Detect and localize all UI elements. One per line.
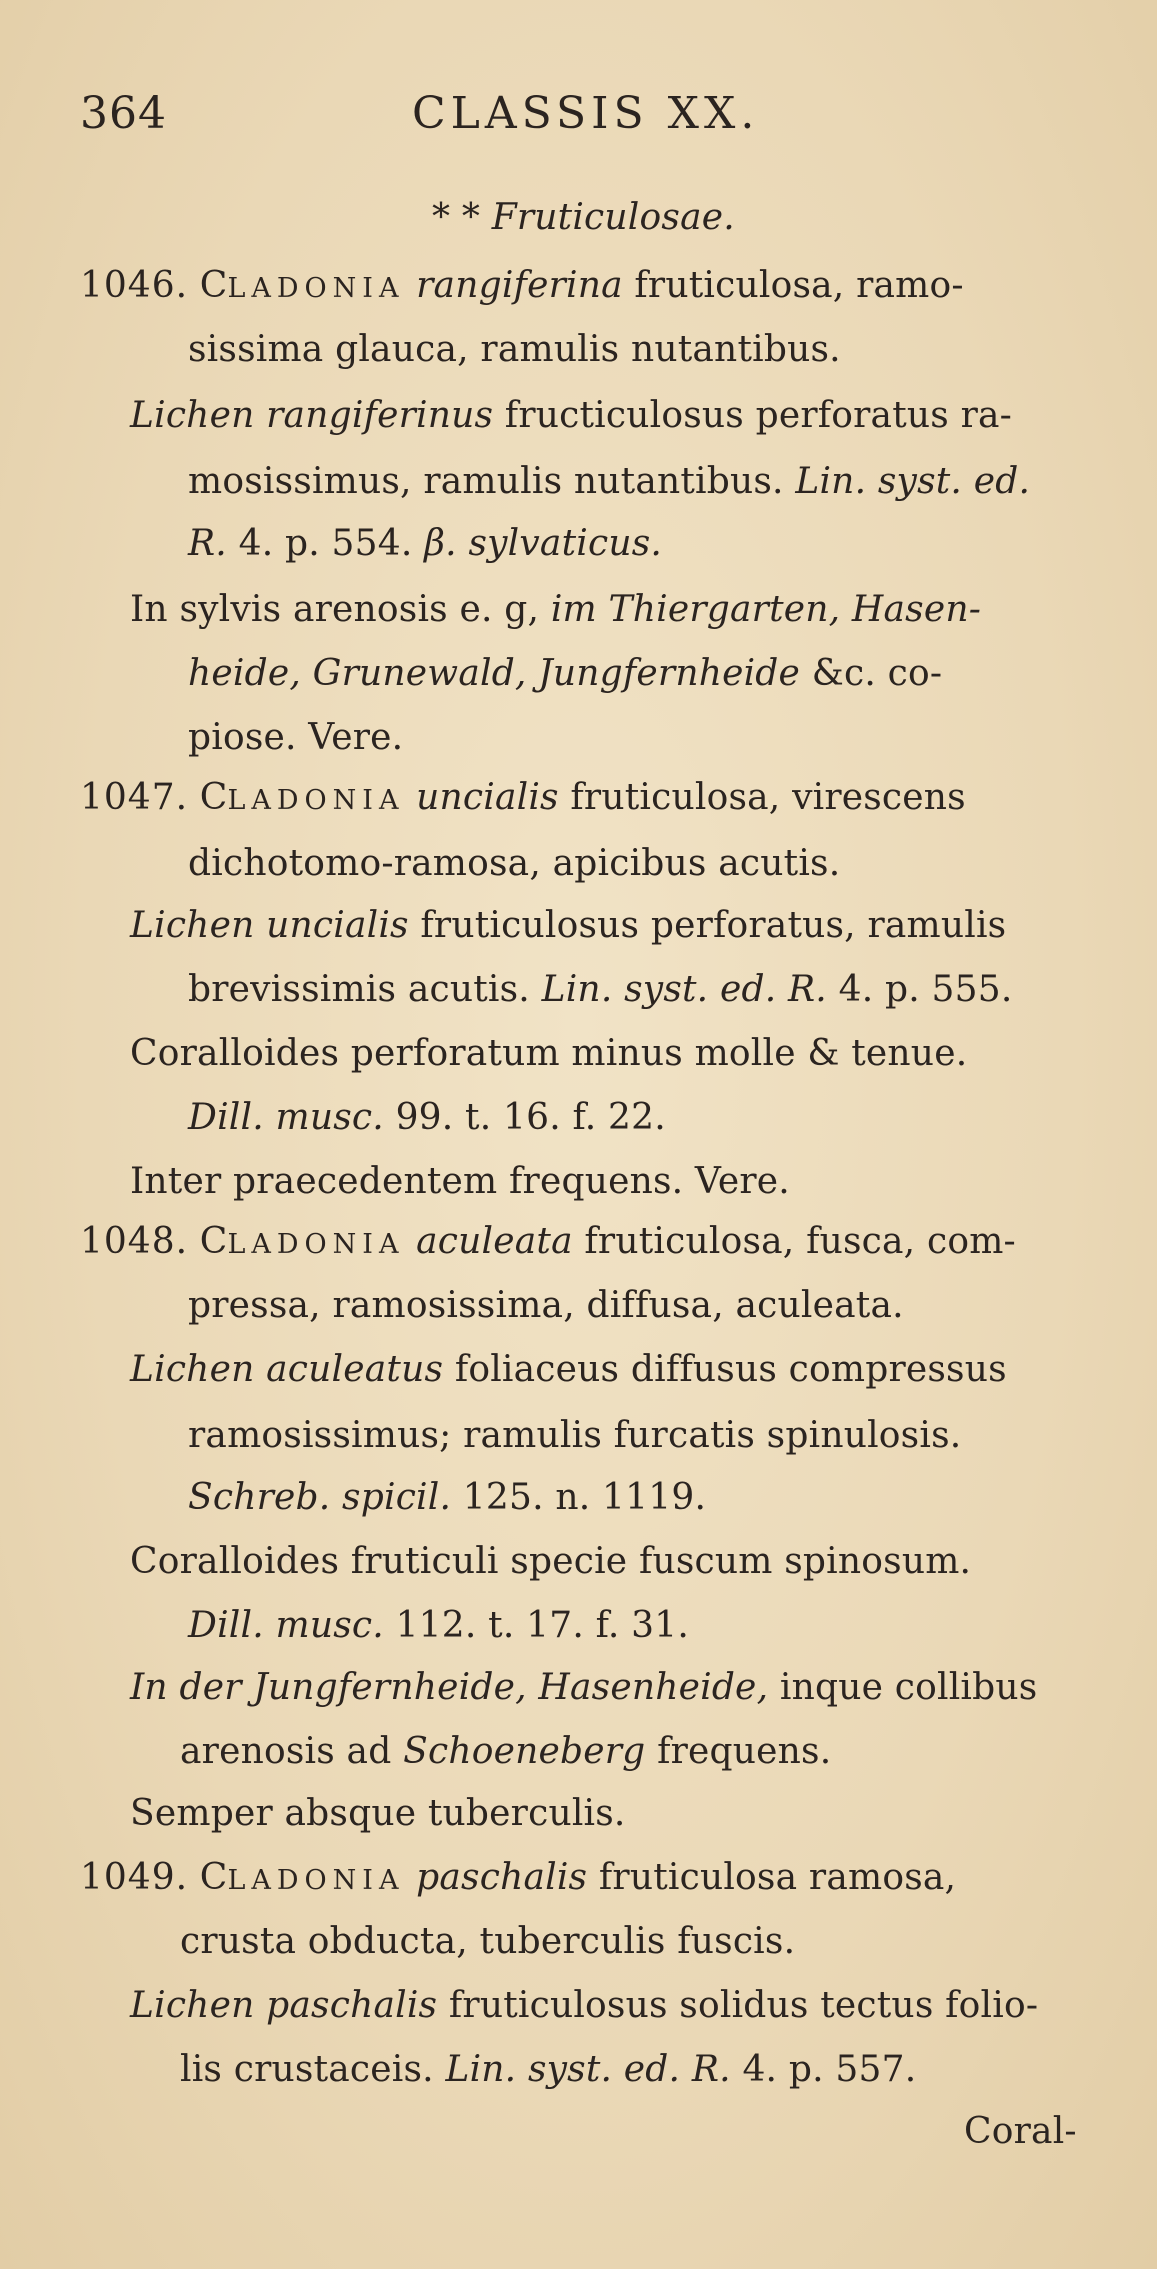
synonym-line: lis crustaceis. Lin. syst. ed. R. 4. p. 557. [180,2049,917,2090]
habitat-line: In sylvis arenosis e. g, im Thiergarten, Hasen- [130,589,982,630]
reference-line: Schreb. spicil. 125. n. 1119. [188,1477,707,1518]
species-name: aculeata [416,1221,573,1262]
entry-number: 1048. [80,1221,189,1262]
synonym-line: mosissimus, ramulis nutantibus. Lin. syst. ed. [188,461,1031,502]
entry-number: 1047. [80,777,189,818]
description-line: pressa, ramosissima, diffusa, aculeata. [188,1285,904,1326]
reference-line: Dill. musc. 99. t. 16. f. 22. [188,1097,666,1138]
genus-name: CLADONIA [199,265,405,306]
entry-number: 1049. [80,1857,189,1898]
section-stars: * * [432,197,481,238]
habitat-line: Inter praecedentem frequens. Vere. [130,1161,790,1202]
reference-line: Dill. musc. 112. t. 17. f. 31. [188,1605,689,1646]
habitat-line: heide, Grunewald, Jungfernheide &c. co- [188,653,943,694]
entry-headline: 1047. CLADONIA uncialis fruticulosa, virescens [80,777,966,818]
habitat-line: piose. Vere. [188,717,404,758]
description-line: sissima glauca, ramulis nutantibus. [188,329,841,370]
entry-headline: 1048. CLADONIA aculeata fruticulosa, fusca, com- [80,1221,1016,1262]
synonym-line: Lichen rangiferinus fructiculosus perforatus ra- [130,395,1013,436]
reference-line: Coralloides fruticuli specie fuscum spinosum. [130,1541,972,1582]
entry-number: 1046. [80,265,189,306]
species-name: paschalis [416,1857,588,1898]
description-line: dichotomo-ramosa, apicibus acutis. [188,843,841,884]
genus-name: CLADONIA [199,777,405,818]
habitat-line: arenosis ad Schoeneberg frequens. [180,1731,832,1772]
reference-line: Coralloides perforatum minus molle & tenue. [130,1033,968,1074]
synonym-line: ramosissimus; ramulis furcatis spinulosis. [188,1415,962,1456]
synonym-line: Lichen paschalis fruticulosus solidus tectus folio- [130,1985,1039,2026]
reference-line: R. 4. p. 554. β. sylvaticus. [188,523,663,564]
synonym-line: Lichen aculeatus foliaceus diffusus compressus [130,1349,1007,1390]
note-line: Semper absque tuberculis. [130,1793,626,1834]
genus-name: CLADONIA [199,1857,405,1898]
entry-headline: 1046. CLADONIA rangiferina fruticulosa, ramo- [80,265,964,306]
species-name: rangiferina [416,265,623,306]
catchword: Coral- [964,2111,1077,2152]
habitat-line: In der Jungfernheide, Hasenheide, inque collibus [130,1667,1038,1708]
entry-headline: 1049. CLADONIA paschalis fruticulosa ramosa, [80,1857,957,1898]
synonym-line: brevissimis acutis. Lin. syst. ed. R. 4. p. 555. [188,969,1013,1010]
genus-name: CLADONIA [199,1221,405,1262]
description-line: crusta obducta, tuberculis fuscis. [180,1921,796,1962]
species-name: uncialis [416,777,559,818]
section-title: Fruticulosae. [491,197,735,238]
running-head: CLASSIS XX. [412,88,760,139]
synonym-line: Lichen uncialis fruticulosus perforatus, ramulis [130,905,1007,946]
section-heading [432,196,735,240]
page-number: 364 [80,88,167,139]
